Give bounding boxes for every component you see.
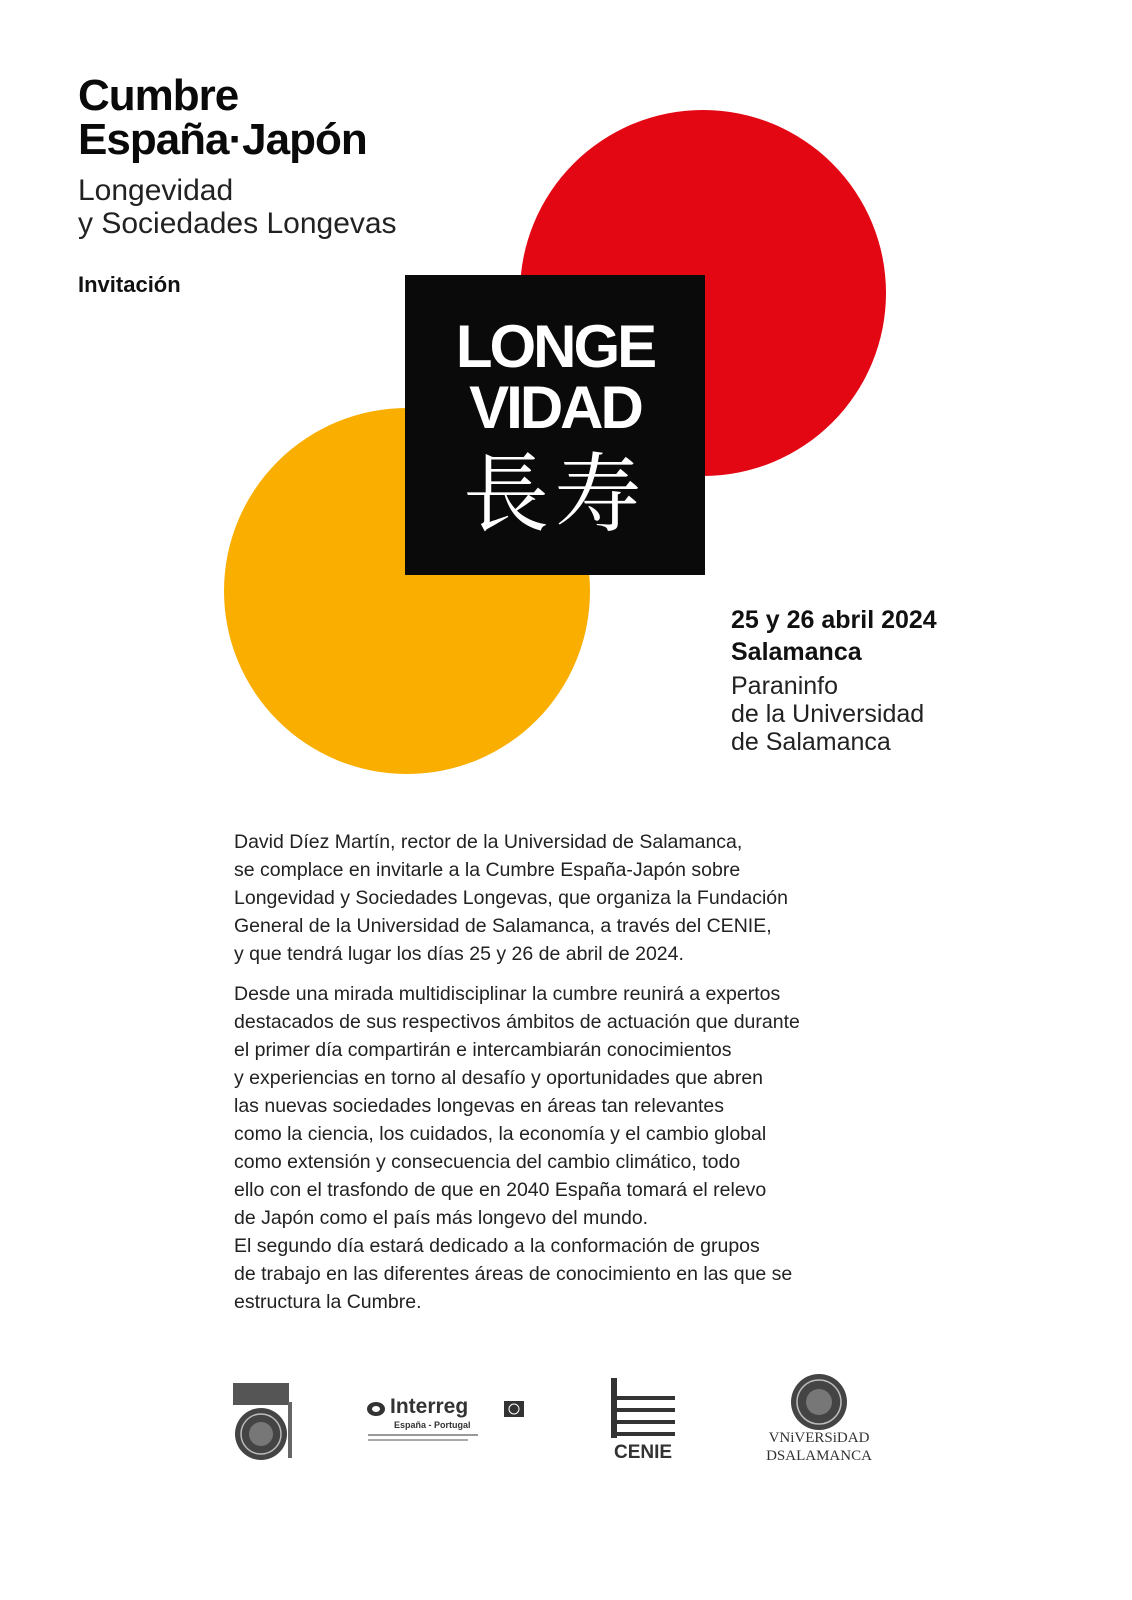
text-line: y que tendrá lugar los días 25 y 26 de abril de 2024. <box>234 943 684 965</box>
text-line: el primer día compartirán e intercambiarán conocimientos <box>234 1039 732 1061</box>
text-line: se complace en invitarle a la Cumbre España-Japón sobre <box>234 859 741 881</box>
cenie-label: CENIE <box>614 1442 673 1463</box>
logo-line-1: LONGE <box>455 313 655 380</box>
text-line: como extensión y consecuencia del cambio climático, todo <box>234 1151 741 1173</box>
seal-icon <box>232 1382 294 1470</box>
venue-line: Paraninfo <box>731 672 839 700</box>
cenie-logo <box>608 1378 680 1468</box>
text-line: las nuevas sociedades longevas en áreas tan relevantes <box>234 1095 724 1117</box>
text-line: General de la Universidad de Salamanca, a través del CENIE, <box>234 915 772 937</box>
logo-line-2: VIDAD <box>469 374 641 441</box>
paragraph-2 <box>234 980 934 1316</box>
event-city: Salamanca <box>731 638 862 666</box>
longevidad-logo-box <box>405 275 705 575</box>
text-line: destacados de sus respectivos ámbitos de actuación que durante <box>234 1011 800 1033</box>
subtitle-line-2: y Sociedades Longevas <box>78 207 397 240</box>
title-line-1: Cumbre <box>78 71 239 120</box>
interreg-name: Interreg <box>390 1395 469 1418</box>
text-line: de trabajo en las diferentes áreas de conocimiento en las que se <box>234 1263 793 1285</box>
venue-line: de Salamanca <box>731 728 891 756</box>
event-info <box>731 604 937 756</box>
logo-kanji: 長寿 <box>463 445 647 545</box>
event-venue <box>731 672 937 756</box>
text-line: y experiencias en torno al desafío y oportunidades que abren <box>234 1067 764 1089</box>
invitation-body <box>234 828 934 1328</box>
usal-seal-icon <box>760 1372 878 1432</box>
text-line: Desde una mirada multidisciplinar la cumbre reunirá a expertos <box>234 983 781 1005</box>
fundacion-seal-logo <box>232 1382 294 1470</box>
usal-logo <box>760 1372 878 1472</box>
text-line: como la ciencia, los cuidados, la economía y el cambio global <box>234 1123 767 1145</box>
event-date: 25 y 26 abril 2024 <box>731 606 937 634</box>
interreg-logo <box>366 1396 526 1444</box>
venue-line: de la Universidad <box>731 700 925 728</box>
cenie-icon <box>608 1378 680 1448</box>
usal-name-line-2: DSALAMANCA <box>766 1448 872 1464</box>
text-line: de Japón como el país más longevo del mundo. <box>234 1207 649 1229</box>
text-line: El segundo día estará dedicado a la conformación de grupos <box>234 1235 760 1257</box>
paragraph-1 <box>234 828 934 968</box>
text-line: estructura la Cumbre. <box>234 1291 422 1313</box>
subtitle-line-1: Longevidad <box>78 174 234 207</box>
interreg-sub: España - Portugal <box>394 1420 471 1430</box>
usal-name-line-1: VNiVERSiDAD <box>768 1430 870 1446</box>
text-line: ello con el trasfondo de que en 2040 España tomará el relevo <box>234 1179 767 1201</box>
title-block <box>78 71 397 240</box>
title-line-2: España·Japón <box>78 115 367 164</box>
invitation-label: Invitación <box>78 272 181 297</box>
text-line: David Díez Martín, rector de la Universidad de Salamanca, <box>234 831 743 853</box>
text-line: Longevidad y Sociedades Longevas, que organiza la Fundación <box>234 887 788 909</box>
